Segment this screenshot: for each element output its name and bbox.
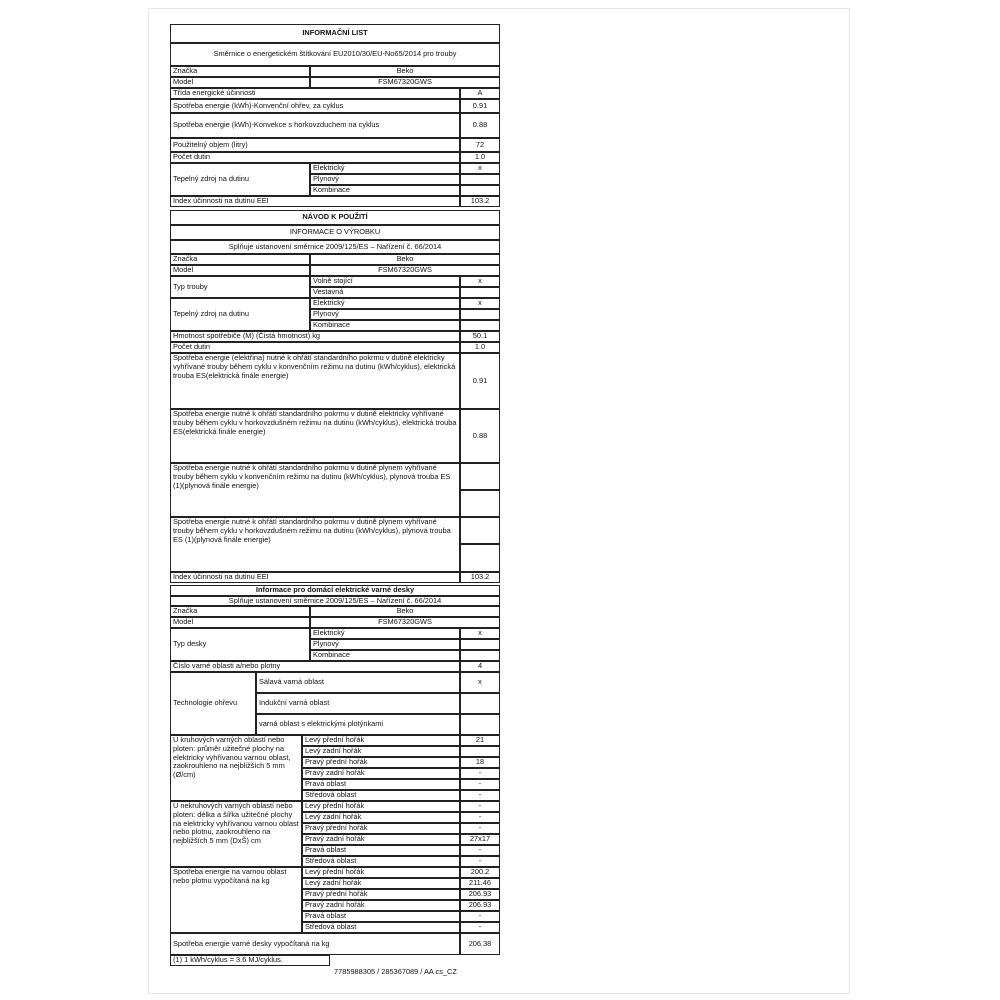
manual-brand-label: Značka (170, 254, 310, 265)
mass-value: 50.1 (460, 331, 500, 342)
heat-source-option: Kombinace (310, 185, 460, 196)
cavities-value: 1.0 (460, 152, 500, 163)
hob-compliance: Splňuje ustanovení směrnice 2009/125/ES – Nařízení č. 66/2014 (170, 596, 500, 606)
manual-compliance: Splňuje ustanovení směrnice 2009/125/ES – Nařízení č. 66/2014 (170, 240, 500, 254)
nonround-position: Levý přední hořák (302, 801, 460, 812)
oven-type-option: Vestavná (310, 287, 460, 298)
document-code: 7785988305 / 285367089 / AA cs_CZ (334, 967, 457, 976)
round-zones-label: U kruhových varných oblastí nebo ploten: průměr užitečné plochy na elektricky vyhřívanou varnou oblast, zaokrouhleno na nejbližších 5 mm (Ø/cm) (170, 735, 302, 801)
ec-gas-fan-value-top (460, 517, 500, 544)
hob-model-value: FSM67320GWS (310, 617, 500, 628)
round-position: Středová oblast (302, 790, 460, 801)
manual-subtitle: INFORMACE O VÝROBKU (170, 225, 500, 240)
ec-electric-conv-text: Spotřeba energie (elektřina) nutné k ohřátí standardního pokrmu v dutině elektricky vyhřívané trouby během cyklu v konvenčním režimu na dutinu (kWh/cyklus), elektrická trouba ES(elektrická finále energie) (170, 353, 460, 409)
oven-type-mark (460, 287, 500, 298)
brand-value: Beko (310, 66, 500, 77)
oven-type-option: Volně stojící (310, 276, 460, 287)
round-position: Pravý přední hořák (302, 757, 460, 768)
ec-gas-conv-value-bottom (460, 490, 500, 517)
consumption-value: 211.46 (460, 878, 500, 889)
manual-heat-source-option: Plynový (310, 309, 460, 320)
tech-option: Indukční varná oblast (256, 693, 460, 714)
eei-label: Index účinnosti na dutinu EEI (170, 196, 460, 207)
tech-option: varná oblast s elektrickými plotýnkami (256, 714, 460, 735)
nonround-value: - (460, 801, 500, 812)
heat-source-option: Elektrický (310, 163, 460, 174)
manual-eei-value: 103.2 (460, 572, 500, 583)
heat-source-option: Plynový (310, 174, 460, 185)
nonround-value: - (460, 823, 500, 834)
manual-heat-source-mark (460, 320, 500, 331)
consumption-fan-label: Spotřeba energie (kWh)-Konvekce s horkovzduchem na cyklus (170, 113, 460, 138)
ec-gas-fan-text: Spotřeba energie nutné k ohřátí standardního pokrmu v dutině plynem vyhřívané trouby během cyklu v horkovzdušném režimu na dutinu (kWh/cyklus), plynová trouba ES (1)(plynová finále energie) (170, 517, 460, 572)
consumption-position: Levý přední hořák (302, 867, 460, 878)
hob-type-mark: x (460, 628, 500, 639)
brand-label: Značka (170, 66, 310, 77)
hob-type-label: Typ desky (170, 628, 310, 661)
nonround-position: Levý zadní hořák (302, 812, 460, 823)
manual-eei-label: Index účinnosti na dutinu EEI (170, 572, 460, 583)
heat-source-mark (460, 174, 500, 185)
round-position: Levý zadní hořák (302, 746, 460, 757)
hob-brand-label: Značka (170, 606, 310, 617)
cavities-label: Počet dutin (170, 152, 460, 163)
heat-source-mark (460, 185, 500, 196)
consumption-value: - (460, 911, 500, 922)
footnote: (1) 1 kWh/cyklus = 3.6 MJ/cyklus. (170, 955, 330, 966)
mass-label: Hmotnost spotřebiče (M) (Čistá hmotnost) kg (170, 331, 460, 342)
model-value: FSM67320GWS (310, 77, 500, 88)
round-value (460, 746, 500, 757)
heat-source-label: Tepelný zdroj na dutinu (170, 163, 310, 196)
nonround-position: Pravý přední hořák (302, 823, 460, 834)
hob-brand-value: Beko (310, 606, 500, 617)
hob-model-label: Model (170, 617, 310, 628)
round-value: - (460, 790, 500, 801)
nonround-position: Středová oblast (302, 856, 460, 867)
hob-type-option: Kombinace (310, 650, 460, 661)
ec-gas-conv-text: Spotřeba energie nutné k ohřátí standardního pokrmu v dutině plynem vyhřívané trouby během cyklu v konvenčním režimu na dutinu (kWh/cyklus), plynová trouba ES (1)(plynová finále energie) (170, 463, 460, 517)
volume-value: 72 (460, 138, 500, 152)
nonround-value: - (460, 812, 500, 823)
nonround-zones-label: U nekruhových varných oblastí nebo ploten: délka a šířka užitečné plochy na elektricky vyhřívanou varnou oblast nebo plotnu, zaokrouhleno na nejbližších 5 mm (DxŠ) cm (170, 801, 302, 867)
volume-label: Použitelný objem (litry) (170, 138, 460, 152)
manual-model-value: FSM67320GWS (310, 265, 500, 276)
tech-mark: x (460, 672, 500, 693)
zone-consumption-label: Spotřeba energie na varnou oblast nebo plotnu vypočítaná na kg (170, 867, 302, 933)
manual-heat-source-mark (460, 309, 500, 320)
ec-gas-conv-value-top (460, 463, 500, 490)
heat-source-mark: x (460, 163, 500, 174)
round-position: Levý přední hořák (302, 735, 460, 746)
round-value: - (460, 779, 500, 790)
manual-model-label: Model (170, 265, 310, 276)
nonround-value: - (460, 856, 500, 867)
hob-type-mark (460, 639, 500, 650)
manual-heat-source-label: Tepelný zdroj na dutinu (170, 298, 310, 331)
ec-electric-fan-value: 0.88 (460, 409, 500, 463)
consumption-position: Středová oblast (302, 922, 460, 933)
manual-cavities-label: Počet dutin (170, 342, 460, 353)
consumption-conv-label: Spotřeba energie (kWh)-Konvenční ohřev, za cyklus (170, 99, 460, 113)
round-value: 18 (460, 757, 500, 768)
manual-cavities-value: 1.0 (460, 342, 500, 353)
hob-type-option: Elektrický (310, 628, 460, 639)
round-position: Pravá oblast (302, 779, 460, 790)
ec-gas-fan-value-bottom (460, 544, 500, 572)
tech-label: Technologie ohřevu (170, 672, 256, 735)
tech-mark (460, 693, 500, 714)
hob-type-mark (460, 650, 500, 661)
consumption-position: Levý zadní hořák (302, 878, 460, 889)
directive-text: Směrnice o energetickém štítkování EU2010/30/EU-No65/2014 pro trouby (170, 43, 500, 66)
manual-brand-value: Beko (310, 254, 500, 265)
manual-title: NÁVOD K POUŽITÍ (170, 210, 500, 225)
tech-mark (460, 714, 500, 735)
eei-value: 103.2 (460, 196, 500, 207)
energy-class-label: Třída energické účinnosti (170, 88, 460, 99)
hob-title: Informace pro domácí elektrické varné desky (170, 585, 500, 596)
nonround-position: Pravá oblast (302, 845, 460, 856)
energy-class-value: A (460, 88, 500, 99)
zones-label: Číslo varné oblasti a/nebo plotny (170, 661, 460, 672)
consumption-value: - (460, 922, 500, 933)
hob-total-label: Spotřeba energie varné desky vypočítaná na kg (170, 933, 460, 955)
hob-type-option: Plynový (310, 639, 460, 650)
nonround-value: - (460, 845, 500, 856)
consumption-position: Pravý přední hořák (302, 889, 460, 900)
manual-heat-source-option: Kombinace (310, 320, 460, 331)
manual-heat-source-option: Elektrický (310, 298, 460, 309)
manual-heat-source-mark: x (460, 298, 500, 309)
consumption-position: Pravá oblast (302, 911, 460, 922)
round-value: - (460, 768, 500, 779)
consumption-value: 200.2 (460, 867, 500, 878)
ec-electric-conv-value: 0.91 (460, 353, 500, 409)
consumption-conv-value: 0.91 (460, 99, 500, 113)
consumption-fan-value: 0.88 (460, 113, 500, 138)
oven-type-mark: x (460, 276, 500, 287)
ec-electric-fan-text: Spotřeba energie nutné k ohřátí standardního pokrmu v dutině elektricky vyhřívané trouby během cyklu v horkovzdušném režimu na dutinu (kWh/cyklus), elektrická trouba ES(elektrická finále energie) (170, 409, 460, 463)
consumption-value: 206.93 (460, 900, 500, 911)
hob-total-value: 206.38 (460, 933, 500, 955)
round-value: 21 (460, 735, 500, 746)
model-label: Model (170, 77, 310, 88)
nonround-position: Pravý zadní hořák (302, 834, 460, 845)
tech-option: Sálavá varná oblast (256, 672, 460, 693)
sheet-title: INFORMAČNÍ LIST (170, 24, 500, 43)
round-position: Pravý zadní hořák (302, 768, 460, 779)
consumption-value: 206.93 (460, 889, 500, 900)
nonround-value: 27x17 (460, 834, 500, 845)
consumption-position: Pravý zadní hořák (302, 900, 460, 911)
zones-value: 4 (460, 661, 500, 672)
oven-type-label: Typ trouby (170, 276, 310, 298)
